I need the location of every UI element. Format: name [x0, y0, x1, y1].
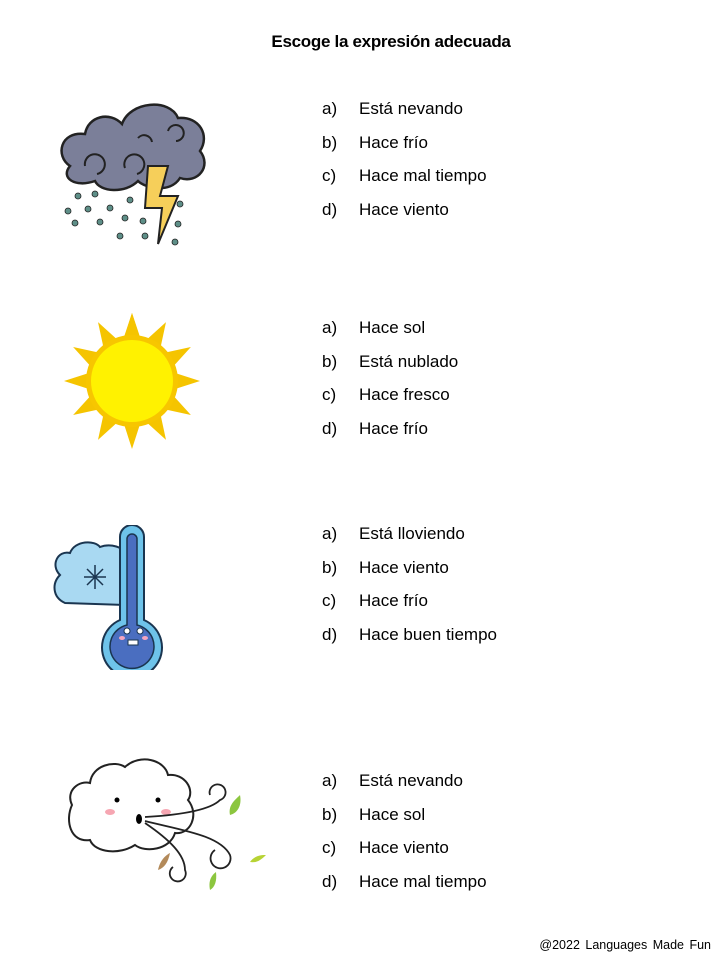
worksheet-title: Escoge la expresión adecuada	[271, 32, 511, 51]
option-letter: c)	[322, 385, 337, 405]
option-text: Hace viento	[359, 557, 449, 577]
option-text: Está nevando	[359, 99, 463, 118]
option-text: Hace viento	[359, 199, 449, 219]
option-text: Hace frío	[359, 418, 428, 438]
option-text: Está lloviendo	[359, 524, 465, 543]
option-letter: d)	[322, 624, 338, 644]
option-text: Hace sol	[359, 804, 426, 824]
option-text: Hace mal tiempo	[359, 166, 487, 186]
option-text: Hace viento	[359, 838, 449, 858]
option-letter: b)	[322, 804, 338, 824]
option-text: Hace frío	[359, 591, 428, 611]
option-letter: b)	[322, 557, 338, 577]
option-letter: d)	[322, 871, 338, 891]
option-letter: d)	[322, 418, 338, 438]
option-text: Hace fresco	[359, 385, 450, 405]
option-text: Hace frío	[359, 132, 428, 152]
option-text: Está nevando	[359, 771, 463, 790]
option-letter: c)	[322, 166, 337, 186]
option-text: Hace sol	[359, 318, 426, 337]
option-letter: a)	[322, 524, 338, 543]
option-letter: b)	[322, 351, 338, 371]
option-text: Hace mal tiempo	[359, 871, 487, 891]
copyright-footer: @2022 Languages Made Fun	[539, 938, 711, 952]
wind-cloud-icon	[60, 755, 270, 895]
option-letter: a)	[322, 771, 338, 790]
option-letter: c)	[322, 838, 337, 858]
option-letter: b)	[322, 132, 338, 152]
option-letter: a)	[322, 318, 338, 337]
storm-cloud-icon	[50, 96, 210, 251]
option-text: Hace buen tiempo	[359, 624, 497, 644]
option-text: Está nublado	[359, 351, 459, 371]
cold-thermometer-icon	[50, 525, 170, 670]
option-letter: c)	[322, 591, 337, 611]
option-letter: d)	[322, 199, 338, 219]
sun-icon	[64, 313, 200, 449]
option-letter: a)	[322, 99, 338, 118]
